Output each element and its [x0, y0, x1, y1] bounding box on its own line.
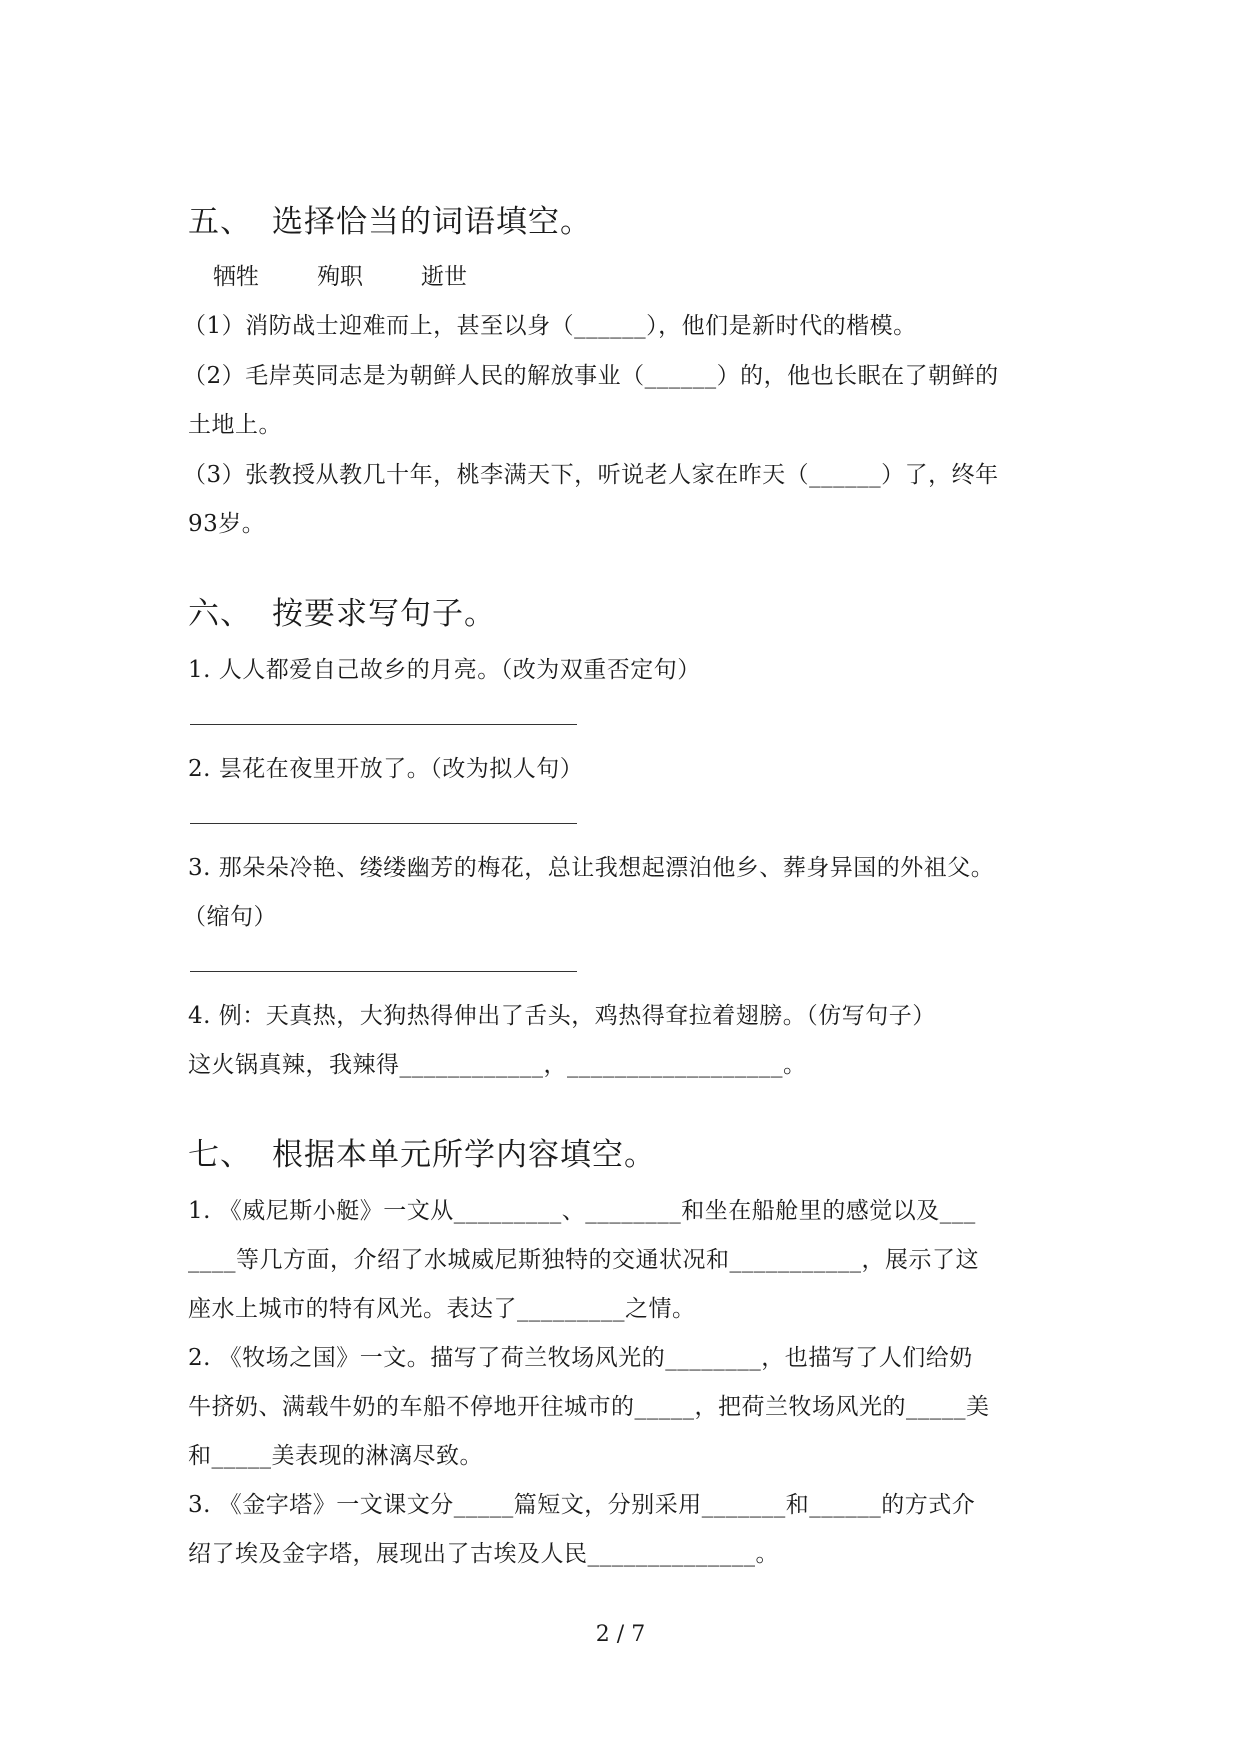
fill-line: ____等几方面，介绍了水城威尼斯独特的交通状况和___________，展示了这: [188, 1247, 979, 1273]
section-6-number: 六、: [188, 596, 252, 632]
fill-line: 1. 《威尼斯小艇》一文从_________、________和坐在船舱里的感觉以及___: [188, 1198, 976, 1224]
section-6-title: 按要求写句子。: [272, 596, 496, 632]
section-7-number: 七、: [188, 1137, 252, 1173]
question-4: 4. 例：天真热，大狗热得伸出了舌头，鸡热得耷拉着翅膀。（仿写句子）: [188, 1003, 936, 1029]
question-4-prompt: 这火锅真辣，我辣得____________，__________________。: [188, 1052, 807, 1078]
question-3: 3. 那朵朵冷艳、缕缕幽芳的梅花，总让我想起漂泊他乡、葬身异国的外祖父。: [188, 855, 995, 881]
question-3-instruction: （缩句）: [183, 904, 277, 930]
fill-line: 绍了埃及金字塔，展现出了古埃及人民______________。: [188, 1541, 779, 1567]
word-option: 逝世: [421, 264, 467, 290]
answer-line: [190, 971, 577, 972]
question-line: （2）毛岸英同志是为朝鲜人民的解放事业（______）的，他也长眠在了朝鲜的: [183, 363, 999, 389]
question-2: 2. 昙花在夜里开放了。（改为拟人句）: [188, 756, 584, 782]
page-number: 2 / 7: [595, 1622, 646, 1647]
question-line: 93岁。: [188, 511, 266, 537]
fill-line: 3. 《金字塔》一文课文分_____篇短文，分别采用_______和______的方式介: [188, 1492, 976, 1518]
fill-line: 2. 《牧场之国》一文。描写了荷兰牧场风光的________，也描写了人们给奶: [188, 1345, 973, 1371]
section-6-heading: [188, 588, 496, 633]
fill-line: 座水上城市的特有风光。表达了_________之情。: [188, 1296, 696, 1322]
section-5-number: 五、: [188, 204, 252, 240]
section-5-title: 选择恰当的词语填空。: [272, 204, 592, 240]
section-5-heading: [188, 196, 592, 241]
question-line: （1）消防战士迎难而上，甚至以身（______），他们是新时代的楷模。: [183, 313, 917, 339]
answer-line: [190, 724, 577, 725]
word-option: 牺牲: [213, 264, 259, 290]
question-line: 土地上。: [188, 412, 282, 438]
word-options: [213, 258, 525, 291]
fill-line: 和_____美表现的淋漓尽致。: [188, 1443, 483, 1469]
word-option: 殉职: [317, 264, 363, 290]
question-line: （3）张教授从教几十年，桃李满天下，听说老人家在昨天（______）了，终年: [183, 462, 999, 488]
section-7-title: 根据本单元所学内容填空。: [272, 1137, 656, 1173]
section-7-heading: [188, 1129, 656, 1174]
question-1: 1. 人人都爱自己故乡的月亮。（改为双重否定句）: [188, 657, 701, 683]
fill-line: 牛挤奶、满载牛奶的车船不停地开往城市的_____，把荷兰牧场风光的_____美: [188, 1394, 990, 1420]
answer-line: [190, 823, 577, 824]
